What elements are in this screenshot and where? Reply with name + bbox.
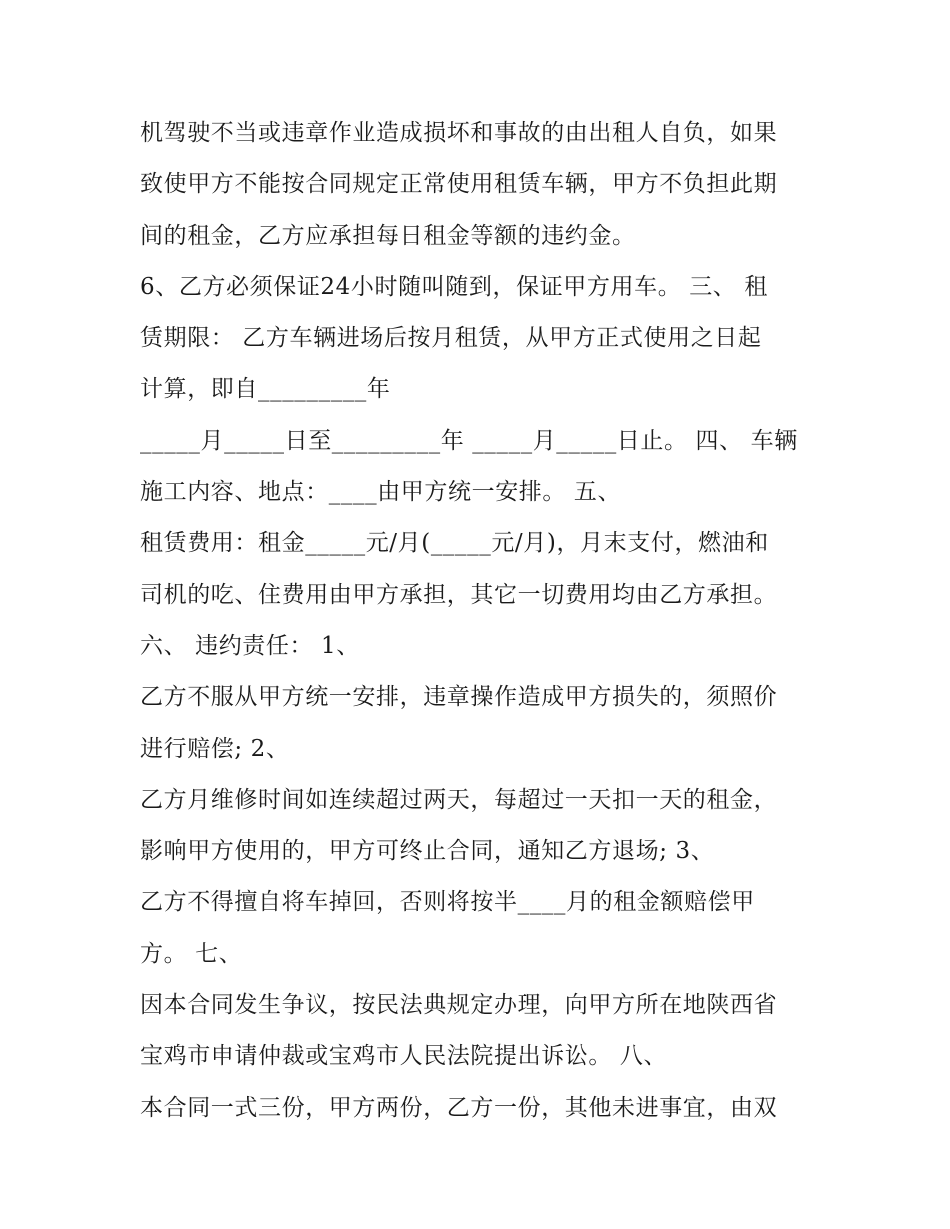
- text-line: 进行赔偿; 2、: [140, 735, 290, 762]
- text-line: 宝鸡市申请仲裁或宝鸡市人民法院提出诉讼。 八、: [140, 1043, 668, 1070]
- contract-text-body: [140, 108, 830, 1134]
- text-line: 六、 违约责任： 1、: [140, 632, 360, 659]
- text-line: 致使甲方不能按合同规定正常使用租赁车辆，甲方不负担此期: [140, 171, 778, 198]
- text-line: 乙方不得擅自将车掉回，否则将按半____月的租金额赔偿甲: [140, 889, 755, 916]
- text-line: 租赁费用：租金_____元/月(_____元/月)，月末支付，燃油和: [140, 530, 769, 557]
- text-line: 赁期限： 乙方车辆进场后按月租赁，从甲方正式使用之日起: [140, 325, 762, 352]
- text-line: 影响甲方使用的，甲方可终止合同，通知乙方退场; 3、: [140, 838, 715, 865]
- text-line: 施工内容、地点：____由甲方统一安排。 五、: [140, 479, 622, 506]
- text-line: 方。 七、: [140, 940, 243, 967]
- text-line: 间的租金，乙方应承担每日租金等额的违约金。: [140, 222, 636, 249]
- text-line: 司机的吃、住费用由甲方承担，其它一切费用均由乙方承担。: [140, 581, 778, 608]
- text-line: 乙方不服从甲方统一安排，违章操作造成甲方损失的，须照价: [140, 684, 778, 711]
- text-line: _____月_____日至_________年 _____月_____日止。 四、 车辆: [140, 427, 798, 454]
- text-line: 因本合同发生争议，按民法典规定办理，向甲方所在地陕西省: [140, 992, 778, 1019]
- text-line: 乙方月维修时间如连续超过两天，每超过一天扣一天的租金，: [140, 786, 778, 813]
- text-line: 6、乙方必须保证24小时随叫随到，保证甲方用车。 三、 租: [140, 273, 768, 300]
- text-line: 机驾驶不当或违章作业造成损坏和事故的由出租人自负，如果: [140, 120, 778, 146]
- text-line: 本合同一式三份，甲方两份，乙方一份，其他未进事宜，由双: [140, 1094, 778, 1121]
- text-line: 计算，即自_________年: [140, 376, 391, 403]
